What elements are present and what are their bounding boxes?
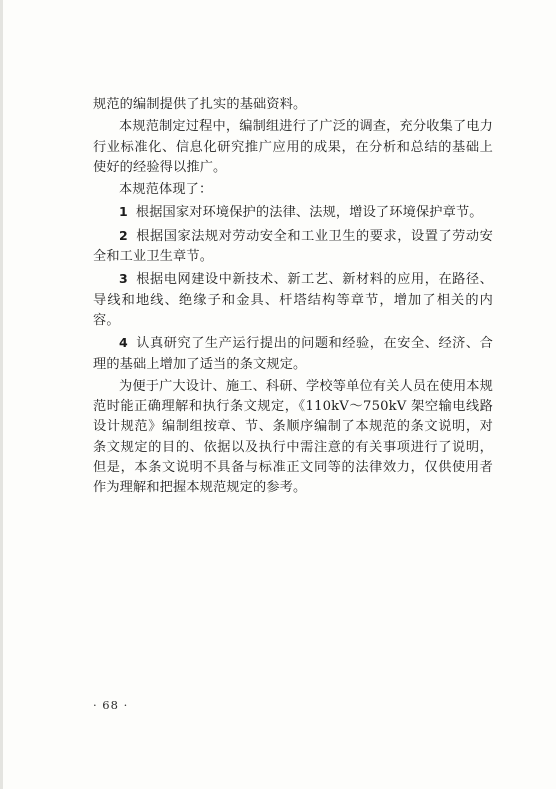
paragraph-compilation-process — [93, 117, 493, 178]
paragraph-text: 规范的编制提供了扎实的基础资料。 — [93, 97, 307, 112]
page-number: · 68 · — [93, 698, 129, 712]
list-item-3 — [93, 269, 493, 331]
paragraph-text: 本规范制定过程中，编制组进行了广泛的调查，充分收集了电力行业标准化、信息化研究推广应用的成果，在分析和总结的基础上使好的经验得以推广。 — [93, 119, 493, 175]
list-item-number: 2 — [119, 227, 128, 243]
paragraph-explanation-note — [93, 377, 493, 499]
list-item-number: 1 — [119, 204, 128, 220]
paragraph-continuation — [93, 95, 493, 115]
list-item-number: 3 — [119, 271, 128, 287]
paragraph-text: 为便于广大设计、施工、科研、学校等单位有关人员在使用本规范时能正确理解和执行条文规定，《110kV～750kV 架空输电线路设计规范》编制组按章、节、条顺序编制了本规范的条文说明，对条文规定的目的、依据以及执行中需注意的有关事项进行了说明，但是，本条文说明不具备与标准正文同等的法律效力，仅供使用者作为理解和把握本规范规定的参考。 — [93, 378, 493, 496]
list-item-4 — [93, 333, 493, 375]
paragraph-text: 本规范体现了： — [119, 182, 213, 198]
list-item-1 — [93, 202, 493, 223]
list-item-text: 根据国家法规对劳动安全和工业卫生的要求，设置了劳动安全和工业卫生章节。 — [93, 228, 493, 265]
page-binding-edge — [0, 0, 3, 789]
paragraph-intro-list — [93, 180, 493, 200]
list-item-text: 根据电网建设中新技术、新工艺、新材料的应用，在路径、导线和地线、绝缘子和金具、杆塔结构等章节，增加了相关的内容。 — [93, 272, 493, 328]
list-item-text: 根据国家对环境保护的法律、法规，增设了环境保护章节。 — [135, 205, 483, 221]
list-item-number: 4 — [119, 335, 128, 351]
list-item-text: 认真研究了生产运行提出的问题和经验，在安全、经济、合理的基础上增加了适当的条文规定。 — [93, 336, 493, 372]
list-item-2 — [93, 226, 493, 268]
body-text — [93, 95, 493, 501]
